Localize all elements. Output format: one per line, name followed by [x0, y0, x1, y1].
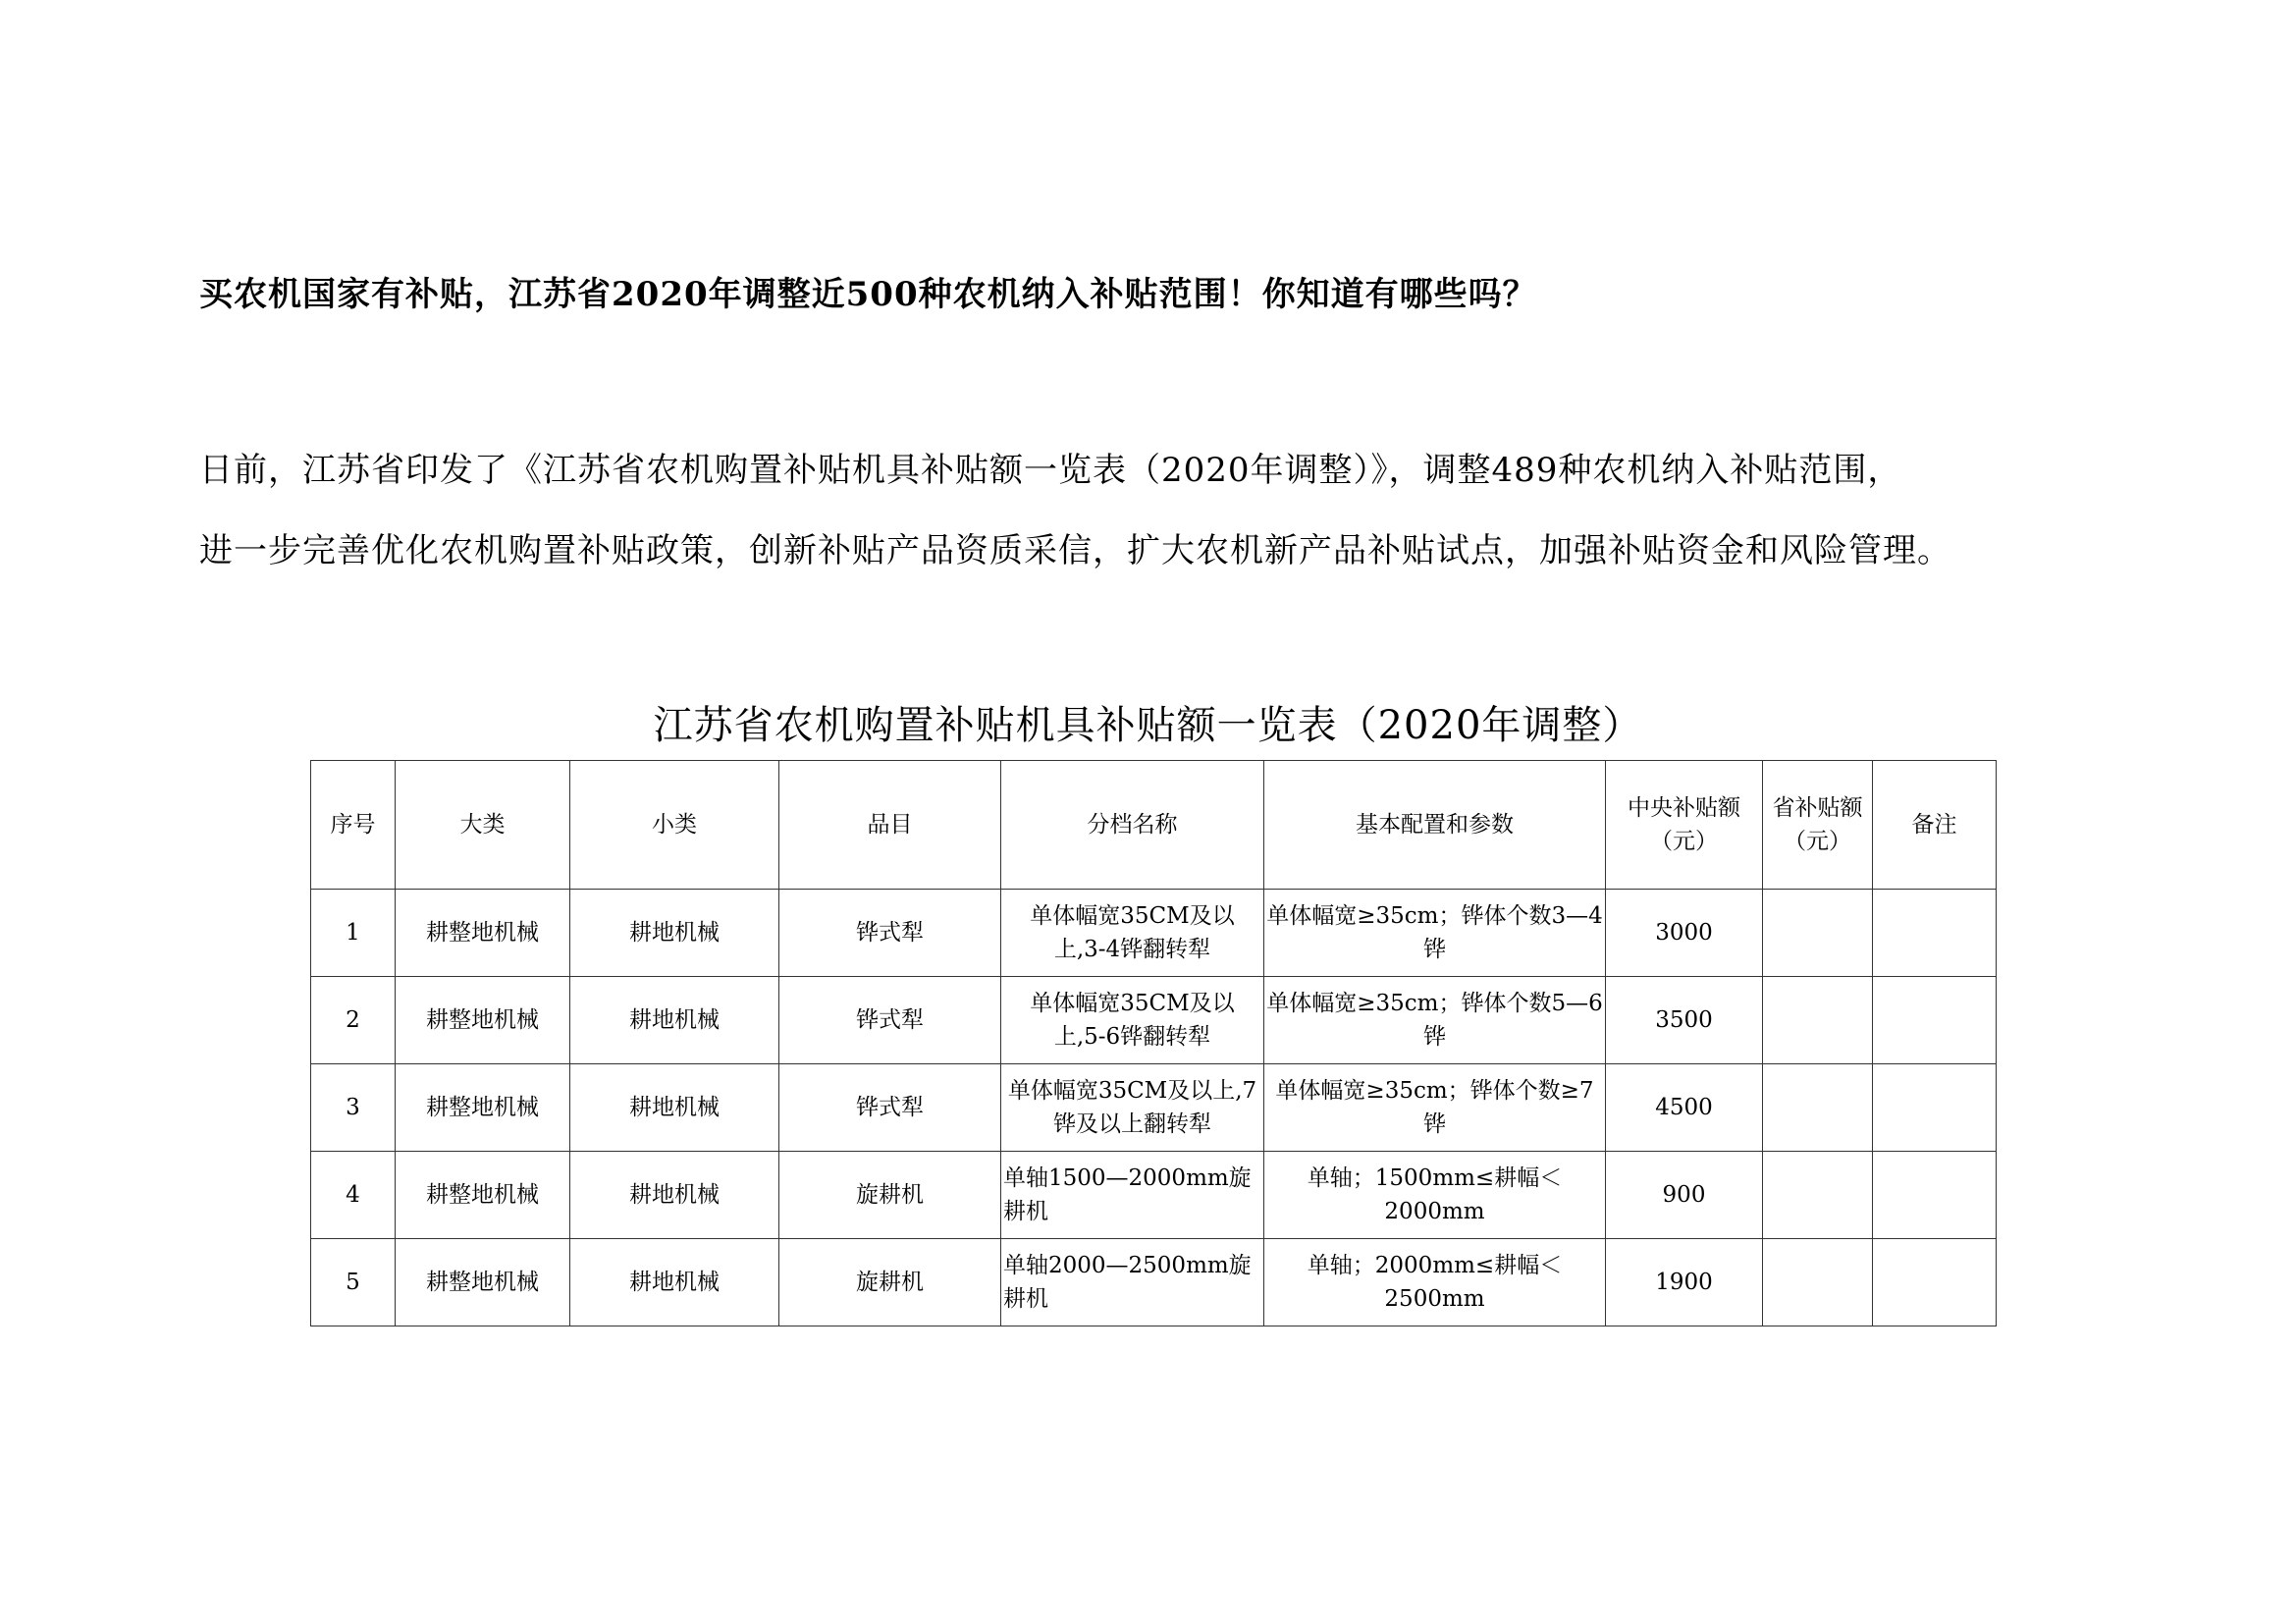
cell-category: 耕整地机械 [396, 1064, 570, 1152]
header-category: 大类 [396, 761, 570, 890]
cell-provincial-subsidy [1763, 1152, 1873, 1239]
cell-index: 1 [311, 890, 396, 977]
cell-config: 单体幅宽≥35cm；铧体个数3—4铧 [1264, 890, 1606, 977]
cell-subcategory: 耕地机械 [570, 1064, 779, 1152]
cell-provincial-subsidy [1763, 977, 1873, 1064]
header-grade: 分档名称 [1001, 761, 1264, 890]
cell-item: 旋耕机 [779, 1239, 1001, 1326]
cell-central-subsidy: 3500 [1606, 977, 1763, 1064]
cell-category: 耕整地机械 [396, 1239, 570, 1326]
cell-subcategory: 耕地机械 [570, 1239, 779, 1326]
cell-item: 旋耕机 [779, 1152, 1001, 1239]
table-title: 江苏省农机购置补贴机具补贴额一览表（2020年调整） [653, 703, 1643, 748]
table-header-row [311, 761, 1997, 890]
header-item: 品目 [779, 761, 1001, 890]
header-index: 序号 [311, 761, 396, 890]
table-row [311, 1152, 1997, 1239]
cell-grade: 单轴2000—2500mm旋耕机 [1001, 1239, 1264, 1326]
table-row [311, 977, 1997, 1064]
header-provincial-subsidy: 省补贴额（元） [1763, 761, 1873, 890]
cell-item: 铧式犁 [779, 977, 1001, 1064]
header-remarks: 备注 [1873, 761, 1997, 890]
header-config: 基本配置和参数 [1264, 761, 1606, 890]
cell-category: 耕整地机械 [396, 977, 570, 1064]
table-row [311, 890, 1997, 977]
cell-grade: 单体幅宽35CM及以上,3-4铧翻转犁 [1001, 890, 1264, 977]
cell-index: 4 [311, 1152, 396, 1239]
cell-grade: 单体幅宽35CM及以上,7铧及以上翻转犁 [1001, 1064, 1264, 1152]
cell-central-subsidy: 1900 [1606, 1239, 1763, 1326]
cell-central-subsidy: 3000 [1606, 890, 1763, 977]
cell-provincial-subsidy [1763, 1239, 1873, 1326]
cell-remarks [1873, 890, 1997, 977]
cell-config: 单轴；1500mm≤耕幅＜2000mm [1264, 1152, 1606, 1239]
cell-provincial-subsidy [1763, 890, 1873, 977]
cell-category: 耕整地机械 [396, 890, 570, 977]
cell-grade: 单轴1500—2000mm旋耕机 [1001, 1152, 1264, 1239]
cell-index: 3 [311, 1064, 396, 1152]
subsidy-table [310, 760, 1997, 1326]
cell-category: 耕整地机械 [396, 1152, 570, 1239]
cell-item: 铧式犁 [779, 1064, 1001, 1152]
cell-remarks [1873, 1239, 1997, 1326]
cell-subcategory: 耕地机械 [570, 890, 779, 977]
cell-central-subsidy: 4500 [1606, 1064, 1763, 1152]
cell-item: 铧式犁 [779, 890, 1001, 977]
cell-remarks [1873, 977, 1997, 1064]
table-row [311, 1064, 1997, 1152]
intro-paragraph [199, 430, 2123, 591]
cell-subcategory: 耕地机械 [570, 1152, 779, 1239]
intro-line-1: 日前，江苏省印发了《江苏省农机购置补贴机具补贴额一览表（2020年调整）》，调整489种农机纳入补贴范围， [199, 451, 1902, 490]
cell-config: 单体幅宽≥35cm；铧体个数5—6铧 [1264, 977, 1606, 1064]
intro-line-2: 进一步完善优化农机购置补贴政策，创新补贴产品资质采信，扩大农机新产品补贴试点，加强补贴资金和风险管理。 [199, 531, 1951, 570]
cell-provincial-subsidy [1763, 1064, 1873, 1152]
header-central-subsidy: 中央补贴额（元） [1606, 761, 1763, 890]
header-subcategory: 小类 [570, 761, 779, 890]
cell-grade: 单体幅宽35CM及以上,5-6铧翻转犁 [1001, 977, 1264, 1064]
cell-remarks [1873, 1064, 1997, 1152]
cell-remarks [1873, 1152, 1997, 1239]
cell-subcategory: 耕地机械 [570, 977, 779, 1064]
article-headline: 买农机国家有补贴，江苏省2020年调整近500种农机纳入补贴范围！你知道有哪些吗？ [199, 275, 1537, 314]
cell-config: 单体幅宽≥35cm；铧体个数≥7铧 [1264, 1064, 1606, 1152]
cell-config: 单轴；2000mm≤耕幅＜2500mm [1264, 1239, 1606, 1326]
table-row [311, 1239, 1997, 1326]
cell-index: 2 [311, 977, 396, 1064]
cell-central-subsidy: 900 [1606, 1152, 1763, 1239]
cell-index: 5 [311, 1239, 396, 1326]
